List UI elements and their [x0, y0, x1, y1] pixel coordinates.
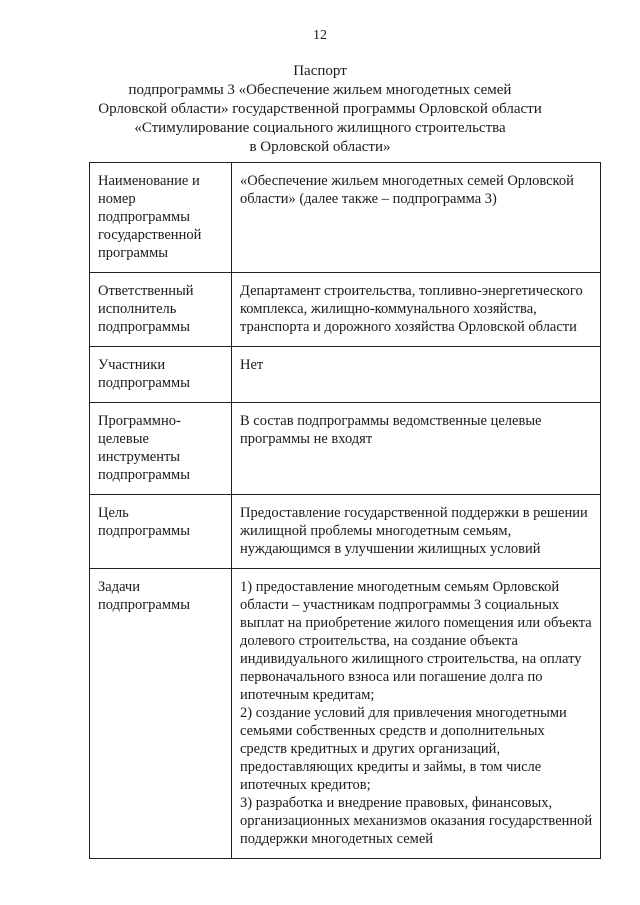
row-value-name: «Обеспечение жильем многодетных семей Орловской области» (далее также – подпрограмма 3): [232, 163, 601, 273]
row-value-executor: Департамент строительства, топливно-энергетического комплекса, жилищно-коммунального хозяйства, транспорта и дорожного хозяйства Орловской области: [232, 273, 601, 347]
table-row: [90, 163, 601, 273]
title-line-4: «Стимулирование социального жилищного строительства: [134, 120, 506, 136]
table-row: [90, 403, 601, 495]
page-number: 12: [313, 28, 327, 43]
title-line-1: Паспорт: [293, 63, 347, 79]
table-row: [90, 273, 601, 347]
task-item-2: 2) создание условий для привлечения многодетными семьями собственных средств и дополнительных средств кредитных и других организаций, предоставляющих кредиты и займы, в том числе ипотечных кредитов;: [240, 705, 567, 793]
row-value-participants: Нет: [232, 347, 601, 403]
row-label-instruments: Программно-целевые инструменты подпрограммы: [90, 403, 232, 495]
task-item-1: 1) предоставление многодетным семьям Орловской области – участникам подпрограммы 3 социальных выплат на приобретение жилого помещения или объекта долевого строительства, на создание объекта индивидуального жилищного строительства, на оплату первоначального взноса или погашение долга по ипотечным кредитам;: [240, 579, 592, 703]
row-value-instruments: В состав подпрограммы ведомственные целевые программы не входят: [232, 403, 601, 495]
row-label-executor: Ответственный исполнитель подпрограммы: [90, 273, 232, 347]
row-value-goal: Предоставление государственной поддержки в решении жилищной проблемы многодетным семьям, нуждающимся в улучшении жилищных условий: [232, 495, 601, 569]
row-label-tasks: Задачи подпрограммы: [90, 569, 232, 859]
row-value-tasks: [232, 569, 601, 859]
row-label-participants: Участники подпрограммы: [90, 347, 232, 403]
title-line-5: в Орловской области»: [249, 139, 391, 155]
title-line-3: Орловской области» государственной программы Орловской области: [98, 101, 542, 117]
table-row: [90, 347, 601, 403]
row-label-name: Наименование и номер подпрограммы государственной программы: [90, 163, 232, 273]
row-label-goal: Цель подпрограммы: [90, 495, 232, 569]
table-row: [90, 495, 601, 569]
document-title: [0, 62, 640, 157]
title-line-2: подпрограммы 3 «Обеспечение жильем многодетных семей: [128, 82, 512, 98]
task-item-3: 3) разработка и внедрение правовых, финансовых, организационных механизмов оказания государственной поддержки многодетных семей: [240, 795, 593, 847]
table-row: [90, 569, 601, 859]
passport-table: [89, 162, 601, 859]
